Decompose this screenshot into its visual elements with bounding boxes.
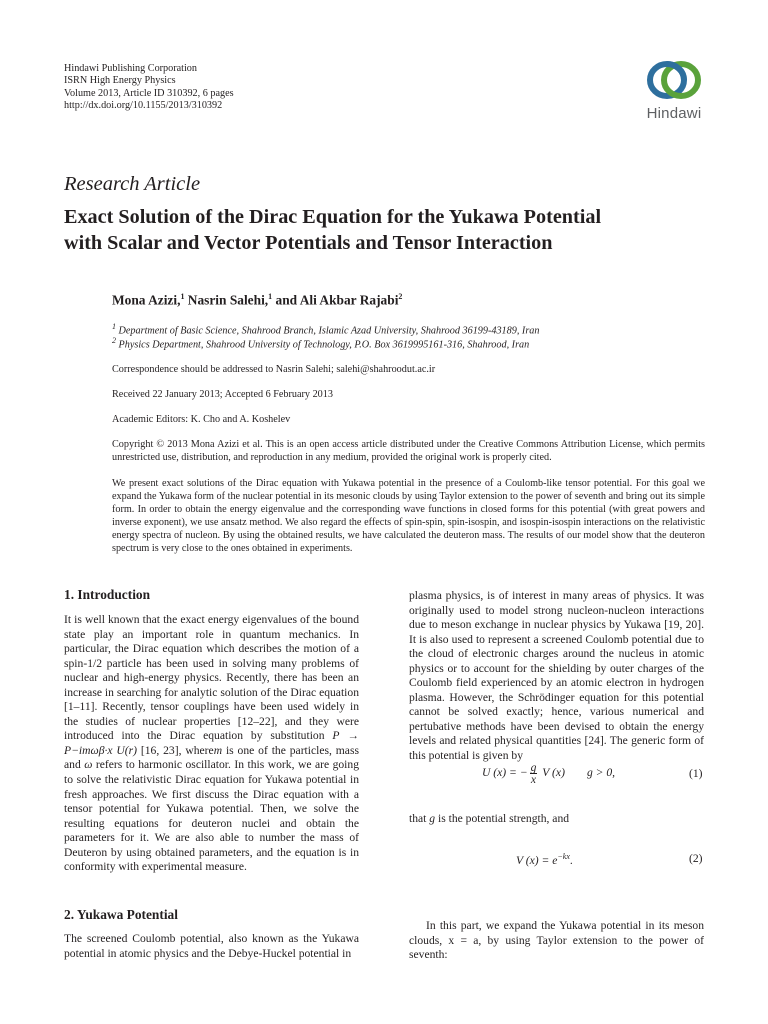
right-text-3: In this part, we expand the Yukawa potential in its meson clouds, x = a, by using Taylor extension to the power of seventh: — [409, 919, 704, 962]
title-line-2: with Scalar and Vector Potentials and Tensor Interaction — [64, 232, 553, 254]
copyright-notice: Copyright © 2013 Mona Azizi et al. This is an open access article distributed under the Creative Commons Attribution License, which permits unrestricted use, distribution, and reproduction in any medium, provided the original work is properly cited. — [112, 439, 705, 463]
m-variable: m — [213, 743, 223, 757]
arrow: → — [339, 729, 360, 743]
omega-variable: ω — [84, 758, 93, 772]
eq2-period: . — [569, 853, 573, 867]
eq1-numerator: g — [530, 761, 537, 774]
author-list — [112, 292, 402, 308]
substitution-term: −imωβ· — [71, 743, 108, 757]
right-text-2-pre: that — [409, 812, 430, 825]
hindawi-logo — [634, 56, 714, 136]
affiliation-1 — [112, 322, 712, 336]
author-1: Mona Azizi, — [112, 292, 181, 308]
eq1-condition: g > 0, — [586, 766, 616, 780]
right-column-text-3 — [409, 919, 704, 963]
intro-refs: [16, 23], where — [137, 743, 214, 757]
author-3: and Ali Akbar Rajabi — [272, 292, 399, 308]
equation-2-number: (2) — [689, 852, 703, 865]
intro-text-2: is one of the particles, mass and — [64, 743, 359, 772]
eq2-lhs: V (x) = e — [516, 853, 558, 867]
doi-link[interactable]: http://dx.doi.org/10.1155/2013/310392 — [64, 99, 223, 111]
yukawa-paragraph — [64, 932, 359, 961]
g-variable: g — [429, 812, 436, 825]
equation-1 — [482, 762, 615, 785]
author-2-affil: 1 — [268, 292, 273, 301]
publisher-line: Hindawi Publishing Corporation — [64, 63, 197, 74]
received-dates: Received 22 January 2013; Accepted 6 February 2013 — [112, 389, 333, 400]
introduction-paragraph — [64, 613, 359, 875]
title-line-1: Exact Solution of the Dirac Equation for the Yukawa Potential — [64, 206, 602, 228]
logo-text: Hindawi — [646, 105, 702, 122]
section-heading-yukawa: 2. Yukawa Potential — [64, 907, 178, 922]
right-text-1: plasma physics, is of interest in many areas of physics. It was originally used to model strong nucleon-nucleon interactions due to meson exchange in nuclear physics by Yukawa [19, 20]. It is also used to represent a screened Coulomb potential due to the cloud of electronic charges around the nucleus in atomic physics or to account for the shielding by outer charges of the Coulomb field experienced by an atomic electron in hydrogen plasma. However, the Schrödinger equation for this potential cannot be solved exactly; hence, various numerical and pertubative methods have been devised to obtain the energy levels and related physical quantities [24]. The generic form of this potential is given by — [409, 589, 704, 763]
intro-text-1: It is well known that the exact energy eigenvalues of the bound state play an important role in quantum mechanics. In particular, the Dirac equation which describes the motion of a spin-1/2 particle has been used in solving many problems of nuclear and high-energy physics. Recently, there has been an increase in searching for analytic solution of the Dirac equation [1–11]. Recently, tensor couplings have been used widely in the studies of nuclear properties [12–22], and they were introduced into the Dirac equation by substitution — [64, 613, 359, 743]
affiliation-1-text: Department of Basic Science, Shahrood Branch, Islamic Azad University, Shahrood 36199-43189, Iran — [116, 325, 540, 337]
affiliation-2-text: Physics Department, Shahrood University of Technology, P.O. Box 3619995161-316, Shahrood, Iran — [116, 339, 530, 351]
eq1-denominator: x — [530, 773, 537, 786]
right-text-2-post: is the potential strength, and — [435, 812, 570, 825]
correspondence: Correspondence should be addressed to Nasrin Salehi; salehi@shahroodut.ac.ir — [112, 364, 436, 375]
author-1-affil: 1 — [180, 292, 185, 301]
author-2: Nasrin Salehi, — [184, 292, 269, 308]
affiliation-2 — [112, 336, 712, 350]
p-vector: P — [332, 729, 340, 743]
intro-text-3: refers to harmonic oscillator. In this work, we are going to solve the relativistic Dirac equation for Yukawa potential in fresh approaches. We first discuss the Dirac equation with a tensor potential for Yukawa potential. Then, we solve the resulting equations for deuteron nuclei and obtain the parameters for it. We are also able to number the mass of Deuteron by using obtained parameters, and the equation is in conformity with experimental measure. — [64, 758, 359, 874]
eq1-fraction — [530, 762, 538, 785]
yukawa-text: The screened Coulomb potential, also known as the Yukawa potential in atomic physics and the Debye-Huckel potential in — [64, 932, 359, 960]
x-hat: x — [107, 743, 113, 757]
u-of-r: U(r) — [112, 743, 138, 757]
eq1-lhs: U (x) = − — [482, 766, 528, 780]
equation-1-number: (1) — [689, 767, 703, 780]
journal-header — [64, 63, 234, 112]
abstract: We present exact solutions of the Dirac equation with Yukawa potential in the presence of a Coulomb-like tensor potential. For this goal we expand the Yukawa form of the nuclear potential in its mesonic clouds by using Taylor extension to the power of seventh and bring out its simple form. In order to obtain the energy eigenvalue and the corresponding wave functions in closed forms for this potential (with great powers and inverse exponent), we use ansatz method. We also regard the effects of spin-spin, spin-isospin, and isospin-isospin interactions on the relativistic energy spectra of nucleon. By using the obtained results, we have calculated the deuteron mass. The results of our model show that the deuteron spectrum is very close to the ones obtained in experiments. — [112, 478, 705, 554]
p-vector-2: P — [64, 743, 72, 757]
article-type: Research Article — [64, 173, 201, 195]
volume-line: Volume 2013, Article ID 310392, 6 pages — [64, 87, 234, 99]
affiliation-2-mark: 2 — [112, 336, 116, 345]
section-heading-introduction: 1. Introduction — [64, 587, 151, 602]
eq2-exponent: −kx — [557, 852, 570, 861]
right-column-text-2 — [409, 812, 704, 827]
author-3-affil: 2 — [398, 292, 403, 301]
paper-title — [64, 204, 724, 256]
affiliation-1-mark: 1 — [112, 322, 116, 331]
academic-editors: Academic Editors: K. Cho and A. Koshelev — [112, 414, 291, 425]
equation-2 — [516, 852, 573, 867]
hindawi-rings-icon — [644, 56, 704, 104]
journal-name: ISRN High Energy Physics — [64, 75, 176, 87]
right-column-paragraph — [409, 589, 704, 764]
eq1-rhs: V (x) — [539, 766, 565, 780]
